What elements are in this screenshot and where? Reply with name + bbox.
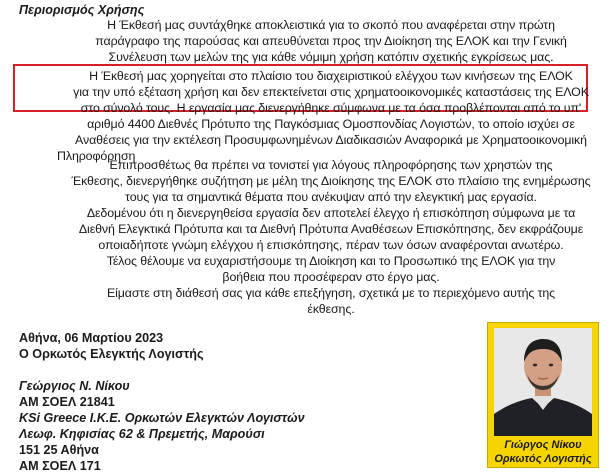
signature-name: Γεώργιος Ν. Νίκου (19, 379, 130, 393)
paragraph-line: Η Έκθεσή μας συντάχθηκε αποκλειστικά για το σκοπό που αναφέρεται στην πρώτη (107, 18, 555, 32)
signature-firm-license: ΑΜ ΣΟΕΛ 171 (19, 459, 101, 473)
paragraph-line: Αναθέσεις για την εκτέλεση Προσυμφωνημένων Διαδικασιών Αναφορικά με Χρηματοοικονομική (75, 133, 587, 147)
paragraph-no-opinion (19, 205, 605, 253)
paragraph-availability (19, 285, 605, 317)
paragraph-line: οποιαδήποτε γνώμη ελέγχου ή επισκόπησης, πέραν των όσων αναφέρονται ανωτέρω. (98, 238, 564, 252)
signature-place-date: Αθήνα, 06 Μαρτίου 2023 (19, 331, 164, 345)
paragraph-line: αριθμό 4400 Διεθνές Πρότυπο της Παγκόσμιας Ομοσπονδίας Λογιστών, το οποίο ισχύει σε (87, 117, 575, 131)
paragraph-line: Είμαστε στη διάθεσή σας για κάθε επεξήγηση, σχετικά με το περιεχόμενο αυτής της (106, 286, 556, 300)
paragraph-line: για την υπό εξέταση χρήση και δεν επεκτείνεται στις χρηματοοικονομικές καταστάσεις της ΕΛΟΚ (73, 85, 589, 99)
paragraph-line: παράγραφο της παρούσας και απευθύνεται προς την Διοίκηση της ΕΛΟΚ και την Γενική (95, 34, 567, 48)
signature-address: Λεωφ. Κηφισίας 62 & Πρεμετής, Μαρούσι (19, 427, 265, 441)
paragraph-line: Έκθεσης, διενεργήθηκε συζήτηση με μέλη της Διοίκησης της ΕΛΟΚ στο πλαίσιο της ενημέρωσης (71, 174, 591, 188)
section-heading: Περιορισμός Χρήσης (19, 3, 145, 17)
paragraph-line: τους για τα σημαντικά θέματα που ανέκυψαν από την ελεγκτική μας εργασία. (125, 190, 537, 204)
paragraph-line: Πληροφόρηση (57, 149, 136, 163)
signature-firm: KSi Greece Ι.Κ.Ε. Ορκωτών Ελεγκτών Λογιστών (19, 411, 305, 425)
paragraph-engagement (19, 68, 605, 164)
paragraph-line: Δεδομένου ότι η διενεργηθείσα εργασία δεν αποτελεί έλεγχο ή επισκόπηση σύμφωνα με τα (86, 206, 576, 220)
paragraph-line: βοήθεια που προσέφεραν στο έργο μας. (222, 270, 440, 284)
paragraph-line: έκθεσης. (307, 302, 355, 316)
portrait-illustration (494, 328, 592, 436)
paragraph-thanks (19, 253, 605, 285)
photo-caption-name: Γιώργος Νίκου (504, 439, 582, 451)
paragraph-line: Η Έκθεσή μας χορηγείται στο πλαίσιο του διαχειριστικού ελέγχου των κινήσεων της ΕΛΟΚ (89, 69, 573, 83)
signature-role: Ο Ορκωτός Ελεγκτής Λογιστής (19, 347, 204, 361)
photo-caption-title: Ορκωτός Λογιστής (494, 453, 592, 465)
paragraph-line: Συνέλευση των μελών της για κάθε νόμιμη χρήση κατόπιν σχετικής εγκρίσεως μας. (108, 50, 554, 64)
signature-license: ΑΜ ΣΟΕΛ 21841 (19, 395, 115, 409)
paragraph-discussion (19, 157, 605, 205)
signature-postal: 151 25 Αθήνα (19, 443, 99, 457)
paragraph-scope (19, 17, 605, 65)
auditor-photo-card (487, 322, 599, 468)
paragraph-line: Τέλος θέλουμε να ευχαριστήσουμε τη Διοίκηση και το Προσωπικό της ΕΛΟΚ για την (106, 254, 556, 268)
auditor-portrait (494, 328, 592, 436)
paragraph-line: Διεθνή Ελεγκτικά Πρότυπα και τα Διεθνή Πρότυπα Αναθέσεων Επισκόπησης, δεν εκφράζουμε (78, 222, 584, 236)
paragraph-line: στο σύνολό τους. Η εργασία μας διενεργήθηκε σύμφωνα με τα όσα προβλέπονται από το υπ' (80, 101, 582, 115)
paragraph-line: Επιπροσθέτως θα πρέπει να τονιστεί για λόγους πληροφόρησης των χρηστών της (109, 158, 553, 172)
